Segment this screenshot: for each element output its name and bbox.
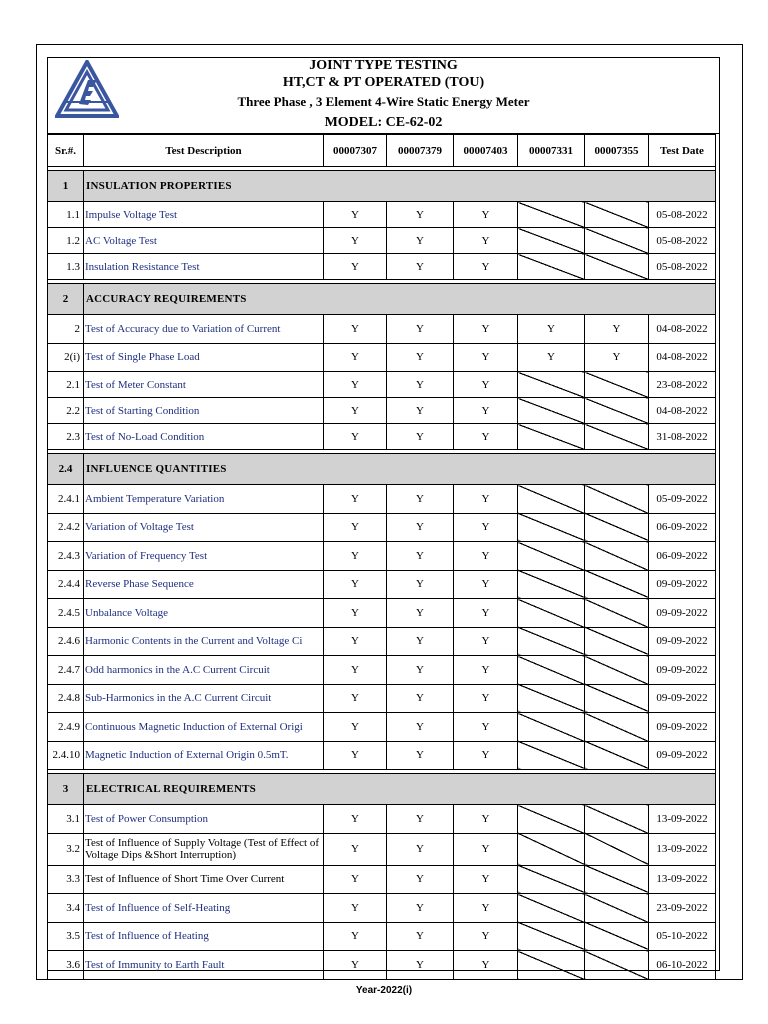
- result-cell: Y: [454, 713, 518, 742]
- result-cell: Y: [324, 254, 387, 280]
- not-applicable-cell: [518, 833, 585, 865]
- not-applicable-cell: [585, 713, 649, 742]
- result-cell: Y: [387, 805, 454, 834]
- result-cell: Y: [324, 343, 387, 372]
- not-applicable-cell: [518, 627, 585, 656]
- row-test-date: 23-09-2022: [649, 894, 716, 923]
- not-applicable-cell: [585, 656, 649, 685]
- result-cell: Y: [387, 599, 454, 628]
- result-cell: Y: [518, 343, 585, 372]
- section-row: [48, 284, 716, 315]
- not-applicable-cell: [585, 684, 649, 713]
- doc-model: MODEL: CE-62-02: [324, 115, 443, 130]
- result-cell: Y: [585, 343, 649, 372]
- row-sr-number: 2.2: [48, 398, 84, 424]
- row-sr-number: 2.3: [48, 424, 84, 450]
- row-sr-number: 1.1: [48, 202, 84, 228]
- result-cell: Y: [454, 570, 518, 599]
- row-test-description: Harmonic Contents in the Current and Voltage Ci: [84, 627, 324, 656]
- section-row: [48, 774, 716, 805]
- row-test-date: 05-09-2022: [649, 485, 716, 514]
- row-sr-number: 2.4.3: [48, 542, 84, 571]
- not-applicable-cell: [585, 570, 649, 599]
- page-footer: Year-2022(i): [355, 985, 413, 996]
- row-test-date: 09-09-2022: [649, 656, 716, 685]
- result-cell: Y: [324, 741, 387, 770]
- row-test-description: Impulse Voltage Test: [84, 202, 324, 228]
- row-test-date: 06-10-2022: [649, 951, 716, 980]
- result-cell: Y: [454, 202, 518, 228]
- not-applicable-cell: [518, 228, 585, 254]
- row-sr-number: 2.4.5: [48, 599, 84, 628]
- row-test-description: Ambient Temperature Variation: [84, 485, 324, 514]
- row-sr-number: 2.4.4: [48, 570, 84, 599]
- not-applicable-cell: [518, 424, 585, 450]
- result-cell: Y: [387, 315, 454, 344]
- row-test-date: 05-10-2022: [649, 922, 716, 951]
- result-cell: Y: [324, 202, 387, 228]
- table-row: [48, 315, 716, 344]
- table-row: [48, 372, 716, 398]
- table-row: [48, 570, 716, 599]
- table-row: [48, 684, 716, 713]
- result-cell: Y: [454, 865, 518, 894]
- row-test-date: 04-08-2022: [649, 398, 716, 424]
- row-test-description: Test of Influence of Short Time Over Current: [84, 865, 324, 894]
- table-row: [48, 627, 716, 656]
- col-header: 00007403: [454, 135, 518, 167]
- result-cell: Y: [387, 202, 454, 228]
- not-applicable-cell: [518, 805, 585, 834]
- not-applicable-cell: [518, 951, 585, 980]
- col-header: Sr.#.: [48, 135, 84, 167]
- row-test-date: 05-08-2022: [649, 254, 716, 280]
- not-applicable-cell: [518, 570, 585, 599]
- row-sr-number: 2.1: [48, 372, 84, 398]
- table-row: [48, 922, 716, 951]
- row-test-description: Test of Influence of Self-Heating: [84, 894, 324, 923]
- not-applicable-cell: [585, 542, 649, 571]
- not-applicable-cell: [585, 627, 649, 656]
- result-cell: Y: [454, 805, 518, 834]
- row-sr-number: 2.4.9: [48, 713, 84, 742]
- result-cell: Y: [454, 627, 518, 656]
- not-applicable-cell: [518, 485, 585, 514]
- result-cell: Y: [387, 951, 454, 980]
- result-cell: Y: [324, 922, 387, 951]
- result-cell: Y: [387, 570, 454, 599]
- result-cell: Y: [454, 951, 518, 980]
- row-sr-number: 3.6: [48, 951, 84, 980]
- col-header: Test Date: [649, 135, 716, 167]
- row-sr-number: 2.4.2: [48, 513, 84, 542]
- not-applicable-cell: [585, 424, 649, 450]
- result-cell: Y: [324, 485, 387, 514]
- result-cell: Y: [387, 684, 454, 713]
- not-applicable-cell: [585, 833, 649, 865]
- section-number: 2.4: [48, 454, 84, 485]
- row-sr-number: 2(i): [48, 343, 84, 372]
- row-sr-number: 3.4: [48, 894, 84, 923]
- row-test-date: 09-09-2022: [649, 713, 716, 742]
- row-test-date: 13-09-2022: [649, 833, 716, 865]
- not-applicable-cell: [585, 202, 649, 228]
- section-number: 2: [48, 284, 84, 315]
- row-test-date: 13-09-2022: [649, 805, 716, 834]
- row-test-description: Test of Power Consumption: [84, 805, 324, 834]
- doc-title-meter-type: Three Phase , 3 Element 4-Wire Static Energy Meter: [237, 94, 530, 109]
- row-test-description: Test of Influence of Heating: [84, 922, 324, 951]
- not-applicable-cell: [518, 254, 585, 280]
- doc-title-operated: HT,CT & PT OPERATED (TOU): [282, 75, 485, 90]
- table-row: [48, 805, 716, 834]
- result-cell: Y: [387, 513, 454, 542]
- result-cell: Y: [324, 398, 387, 424]
- row-sr-number: 3.5: [48, 922, 84, 951]
- not-applicable-cell: [518, 542, 585, 571]
- not-applicable-cell: [518, 202, 585, 228]
- section-number: 3: [48, 774, 84, 805]
- result-cell: Y: [387, 424, 454, 450]
- table-row: [48, 713, 716, 742]
- not-applicable-cell: [585, 865, 649, 894]
- not-applicable-cell: [518, 713, 585, 742]
- row-test-description: Odd harmonics in the A.C Current Circuit: [84, 656, 324, 685]
- row-sr-number: 2.4.6: [48, 627, 84, 656]
- not-applicable-cell: [585, 372, 649, 398]
- result-cell: Y: [387, 485, 454, 514]
- not-applicable-cell: [585, 599, 649, 628]
- result-cell: Y: [324, 513, 387, 542]
- row-test-description: Variation of Frequency Test: [84, 542, 324, 571]
- section-title: ELECTRICAL REQUIREMENTS: [84, 774, 716, 805]
- table-row: [48, 254, 716, 280]
- result-cell: Y: [454, 656, 518, 685]
- result-cell: Y: [454, 372, 518, 398]
- result-cell: Y: [454, 315, 518, 344]
- result-cell: Y: [387, 656, 454, 685]
- result-cell: Y: [324, 372, 387, 398]
- result-cell: Y: [387, 542, 454, 571]
- row-sr-number: 3.2: [48, 833, 84, 865]
- result-cell: Y: [387, 833, 454, 865]
- row-test-description: Insulation Resistance Test: [84, 254, 324, 280]
- test-results-table: [47, 134, 716, 980]
- row-sr-number: 1.3: [48, 254, 84, 280]
- row-test-description: Unbalance Voltage: [84, 599, 324, 628]
- row-sr-number: 2.4.1: [48, 485, 84, 514]
- section-number: 1: [48, 171, 84, 202]
- row-test-date: 23-08-2022: [649, 372, 716, 398]
- row-sr-number: 3.3: [48, 865, 84, 894]
- col-header: Test Description: [84, 135, 324, 167]
- table-row: [48, 513, 716, 542]
- not-applicable-cell: [518, 741, 585, 770]
- row-test-description: Variation of Voltage Test: [84, 513, 324, 542]
- result-cell: Y: [324, 951, 387, 980]
- row-test-date: 06-09-2022: [649, 513, 716, 542]
- table-body: [48, 167, 716, 980]
- row-test-description: Test of Single Phase Load: [84, 343, 324, 372]
- row-test-date: 04-08-2022: [649, 315, 716, 344]
- result-cell: Y: [324, 894, 387, 923]
- row-sr-number: 3.1: [48, 805, 84, 834]
- result-cell: Y: [454, 922, 518, 951]
- result-cell: Y: [454, 398, 518, 424]
- not-applicable-cell: [585, 805, 649, 834]
- not-applicable-cell: [585, 228, 649, 254]
- col-header: 00007307: [324, 135, 387, 167]
- table-row: [48, 542, 716, 571]
- result-cell: Y: [518, 315, 585, 344]
- result-cell: Y: [387, 741, 454, 770]
- row-sr-number: 2: [48, 315, 84, 344]
- table-row: [48, 894, 716, 923]
- result-cell: Y: [454, 542, 518, 571]
- document-header: [47, 57, 720, 134]
- row-test-date: 31-08-2022: [649, 424, 716, 450]
- row-test-description: Magnetic Induction of External Origin 0.5mT.: [84, 741, 324, 770]
- result-cell: Y: [324, 865, 387, 894]
- row-test-date: 04-08-2022: [649, 343, 716, 372]
- row-test-date: 09-09-2022: [649, 741, 716, 770]
- row-test-date: 09-09-2022: [649, 627, 716, 656]
- result-cell: Y: [324, 656, 387, 685]
- result-cell: Y: [387, 894, 454, 923]
- not-applicable-cell: [518, 656, 585, 685]
- result-cell: Y: [324, 627, 387, 656]
- result-cell: Y: [324, 542, 387, 571]
- section-title: ACCURACY REQUIREMENTS: [84, 284, 716, 315]
- not-applicable-cell: [585, 951, 649, 980]
- row-test-date: 09-09-2022: [649, 570, 716, 599]
- result-cell: Y: [454, 254, 518, 280]
- not-applicable-cell: [585, 398, 649, 424]
- result-cell: Y: [387, 254, 454, 280]
- result-cell: Y: [454, 833, 518, 865]
- not-applicable-cell: [518, 398, 585, 424]
- result-cell: Y: [387, 343, 454, 372]
- result-cell: Y: [454, 343, 518, 372]
- row-test-description: Test of Accuracy due to Variation of Current: [84, 315, 324, 344]
- table-row: [48, 202, 716, 228]
- row-test-description: Test of No-Load Condition: [84, 424, 324, 450]
- row-test-description: AC Voltage Test: [84, 228, 324, 254]
- row-test-date: 06-09-2022: [649, 542, 716, 571]
- not-applicable-cell: [585, 741, 649, 770]
- col-header: 00007379: [387, 135, 454, 167]
- result-cell: Y: [387, 372, 454, 398]
- table-row: [48, 343, 716, 372]
- result-cell: Y: [454, 485, 518, 514]
- not-applicable-cell: [518, 894, 585, 923]
- table-row: [48, 398, 716, 424]
- doc-title-joint-type-testing: JOINT TYPE TESTING: [309, 58, 458, 73]
- result-cell: Y: [387, 713, 454, 742]
- result-cell: Y: [324, 570, 387, 599]
- table-row: [48, 741, 716, 770]
- section-row: [48, 171, 716, 202]
- result-cell: Y: [387, 228, 454, 254]
- not-applicable-cell: [518, 599, 585, 628]
- table-header-row: [48, 135, 716, 167]
- not-applicable-cell: [585, 922, 649, 951]
- not-applicable-cell: [585, 485, 649, 514]
- table-row: [48, 865, 716, 894]
- not-applicable-cell: [518, 865, 585, 894]
- row-sr-number: 2.4.8: [48, 684, 84, 713]
- row-sr-number: 2.4.7: [48, 656, 84, 685]
- result-cell: Y: [324, 315, 387, 344]
- not-applicable-cell: [518, 684, 585, 713]
- row-test-date: 05-08-2022: [649, 228, 716, 254]
- table-row: [48, 833, 716, 865]
- row-test-date: 05-08-2022: [649, 202, 716, 228]
- table-row: [48, 951, 716, 980]
- section-row: [48, 454, 716, 485]
- section-title: INSULATION PROPERTIES: [84, 171, 716, 202]
- result-cell: Y: [454, 741, 518, 770]
- result-cell: Y: [585, 315, 649, 344]
- not-applicable-cell: [518, 513, 585, 542]
- row-test-date: 09-09-2022: [649, 684, 716, 713]
- result-cell: Y: [387, 865, 454, 894]
- row-sr-number: 2.4.10: [48, 741, 84, 770]
- row-test-date: 13-09-2022: [649, 865, 716, 894]
- result-cell: Y: [387, 398, 454, 424]
- result-cell: Y: [324, 599, 387, 628]
- col-header: 00007331: [518, 135, 585, 167]
- col-header: 00007355: [585, 135, 649, 167]
- table-row: [48, 485, 716, 514]
- not-applicable-cell: [585, 513, 649, 542]
- result-cell: Y: [454, 228, 518, 254]
- row-test-description: Test of Immunity to Earth Fault: [84, 951, 324, 980]
- result-cell: Y: [324, 228, 387, 254]
- table-row: [48, 424, 716, 450]
- row-test-description: Test of Meter Constant: [84, 372, 324, 398]
- result-cell: Y: [454, 894, 518, 923]
- row-test-description: Continuous Magnetic Induction of External Origi: [84, 713, 324, 742]
- result-cell: Y: [454, 684, 518, 713]
- result-cell: Y: [454, 599, 518, 628]
- result-cell: Y: [454, 513, 518, 542]
- result-cell: Y: [387, 922, 454, 951]
- result-cell: Y: [324, 684, 387, 713]
- result-cell: Y: [324, 805, 387, 834]
- row-test-date: 09-09-2022: [649, 599, 716, 628]
- table-row: [48, 228, 716, 254]
- not-applicable-cell: [518, 922, 585, 951]
- table-row: [48, 599, 716, 628]
- section-title: INFLUENCE QUANTITIES: [84, 454, 716, 485]
- row-test-description: Reverse Phase Sequence: [84, 570, 324, 599]
- result-cell: Y: [324, 713, 387, 742]
- row-test-description: Test of Starting Condition: [84, 398, 324, 424]
- row-test-description: Test of Influence of Supply Voltage (Test of Effect of Voltage Dips &Short Interruption): [84, 833, 324, 865]
- result-cell: Y: [454, 424, 518, 450]
- table-row: [48, 656, 716, 685]
- result-cell: Y: [387, 627, 454, 656]
- not-applicable-cell: [518, 372, 585, 398]
- not-applicable-cell: [585, 894, 649, 923]
- not-applicable-cell: [585, 254, 649, 280]
- result-cell: Y: [324, 424, 387, 450]
- row-sr-number: 1.2: [48, 228, 84, 254]
- result-cell: Y: [324, 833, 387, 865]
- row-test-description: Sub-Harmonics in the A.C Current Circuit: [84, 684, 324, 713]
